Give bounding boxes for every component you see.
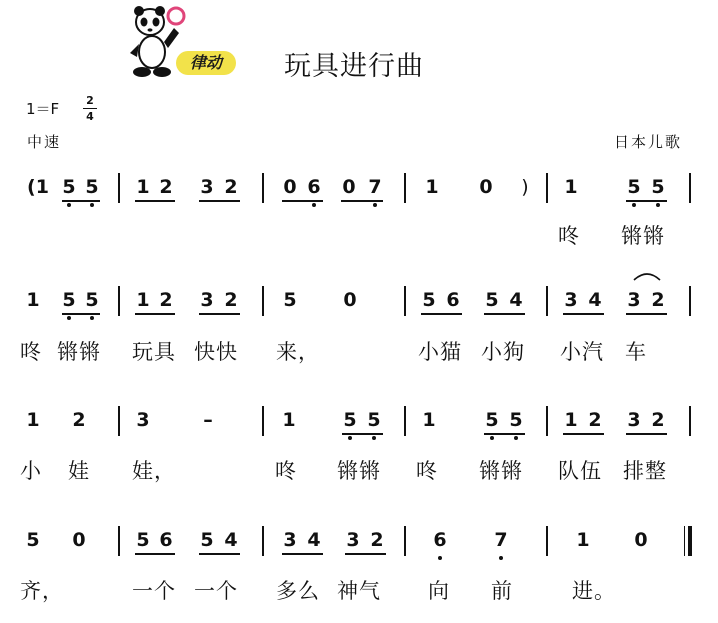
lyric-word: 锵锵 <box>57 340 101 364</box>
note: 0 <box>343 289 357 311</box>
lyric-line-1 <box>0 220 718 268</box>
lyric-word: 小猫 <box>418 340 462 364</box>
beam <box>484 313 525 315</box>
note: 5 <box>283 289 297 311</box>
note: 5 <box>651 173 665 201</box>
beam <box>199 553 240 555</box>
tempo-marking: 中速 <box>27 133 62 151</box>
beam <box>62 313 100 315</box>
note: 0 <box>634 529 648 551</box>
note: 5 <box>85 173 99 201</box>
score-line-3 <box>0 406 718 454</box>
note: 0 <box>283 176 297 198</box>
lyric-word: 一个 <box>132 579 176 603</box>
note: 1 <box>564 176 578 198</box>
meter-top: 2 <box>86 94 94 107</box>
meter-bottom: 4 <box>86 110 94 123</box>
bar-line <box>689 406 691 436</box>
bar-line <box>689 286 691 316</box>
note: 4 <box>224 529 238 551</box>
note-dash: – <box>203 409 213 431</box>
note: 2 <box>224 289 238 311</box>
beam <box>135 200 175 202</box>
beam <box>341 200 383 202</box>
beam <box>342 433 383 435</box>
note: 1 <box>564 409 578 431</box>
lyric-word: 玩具 <box>132 340 176 364</box>
note: 2 <box>224 176 238 198</box>
final-bar-line <box>688 526 692 556</box>
note: 1 <box>136 176 150 198</box>
bar-line <box>404 286 406 316</box>
lyric-word: 娃 <box>68 459 90 483</box>
note: 2 <box>159 176 173 198</box>
lyric-word: 咚 <box>558 224 580 248</box>
note: 5 <box>136 529 150 551</box>
lyric-word: 进。 <box>572 579 616 603</box>
bar-line <box>262 406 264 436</box>
lyric-word: 齐， <box>20 579 64 603</box>
beam <box>62 200 100 202</box>
lyric-word: 神气 <box>337 579 381 603</box>
score-line-2 <box>0 286 718 334</box>
note: 1 <box>26 409 40 431</box>
note: 3 <box>136 409 150 431</box>
note: 3 <box>346 529 360 551</box>
note: 1 <box>576 529 590 551</box>
note: 3 <box>627 289 641 311</box>
note: 5 <box>485 406 499 434</box>
lyric-word: 小狗 <box>481 340 525 364</box>
note: 5 <box>26 529 40 551</box>
note: 2 <box>651 289 665 311</box>
lyric-word: 咚 <box>416 459 438 483</box>
note: 0 <box>479 176 493 198</box>
note: 1 <box>26 289 40 311</box>
bar-line <box>546 173 548 203</box>
beam <box>135 313 175 315</box>
lyric-word: 车 <box>625 340 647 364</box>
note: 5 <box>367 406 381 434</box>
bar-line <box>262 286 264 316</box>
beam <box>484 433 525 435</box>
bar-line <box>404 406 406 436</box>
note: 5 <box>343 406 357 434</box>
lyric-word: 向 <box>428 579 450 603</box>
beam <box>563 313 604 315</box>
note: 0 <box>72 529 86 551</box>
note: 4 <box>307 529 321 551</box>
bar-line <box>546 286 548 316</box>
lyric-word: 一个 <box>194 579 238 603</box>
bar-line <box>546 526 548 556</box>
beam <box>626 200 667 202</box>
lyric-word: 前 <box>491 579 513 603</box>
bar-line <box>118 286 120 316</box>
note: 3 <box>283 529 297 551</box>
note: 2 <box>159 289 173 311</box>
note: 5 <box>485 289 499 311</box>
lyric-word: 锵锵 <box>621 224 665 248</box>
lyric-line-4 <box>0 575 718 623</box>
note: 0 <box>342 176 356 198</box>
note: 4 <box>588 289 602 311</box>
beam <box>135 553 175 555</box>
note: 6 <box>307 173 321 201</box>
beam <box>199 313 240 315</box>
bar-line <box>689 173 691 203</box>
note: 5 <box>509 406 523 434</box>
meter-divider <box>83 108 97 109</box>
badge-label: 律动 <box>176 51 236 75</box>
time-signature <box>83 94 97 123</box>
bar-line <box>404 526 406 556</box>
slur-mark <box>632 270 662 282</box>
score-line-4 <box>0 526 718 574</box>
lyric-word: 队伍 <box>558 459 602 483</box>
beam <box>563 433 604 435</box>
bar-line <box>118 526 120 556</box>
note: 5 <box>200 529 214 551</box>
note: 3 <box>200 176 214 198</box>
note: 5 <box>62 286 76 314</box>
note: 3 <box>200 289 214 311</box>
lyric-word: 小汽 <box>560 340 604 364</box>
note: 5 <box>422 289 436 311</box>
beam <box>282 200 323 202</box>
beam <box>421 313 462 315</box>
lyric-line-3 <box>0 455 718 503</box>
lyric-line-2 <box>0 336 718 384</box>
beam <box>626 433 667 435</box>
song-source: 日本儿歌 <box>614 133 683 151</box>
bar-line <box>262 173 264 203</box>
bar-line <box>546 406 548 436</box>
bar-line <box>118 173 120 203</box>
final-bar-line <box>684 526 685 556</box>
note: 2 <box>72 409 86 431</box>
note: 6 <box>159 529 173 551</box>
score-line-1 <box>0 173 718 221</box>
lyric-word: 小 <box>20 459 42 483</box>
song-title: 玩具进行曲 <box>284 51 424 82</box>
note: 5 <box>62 173 76 201</box>
note: 7 <box>368 173 382 201</box>
note: 6 <box>446 289 460 311</box>
beam <box>199 200 240 202</box>
note: 7 <box>494 526 508 554</box>
beam <box>282 553 323 555</box>
beam <box>345 553 386 555</box>
lyric-word: 多么 <box>276 579 320 603</box>
bar-line <box>262 526 264 556</box>
lyric-word: 来， <box>276 340 320 364</box>
beam <box>626 313 667 315</box>
note: 3 <box>627 409 641 431</box>
note: 5 <box>85 286 99 314</box>
note: 1 <box>282 409 296 431</box>
note: (1 <box>27 176 49 198</box>
bar-line <box>404 173 406 203</box>
note: 5 <box>627 173 641 201</box>
lyric-word: 锵锵 <box>337 459 381 483</box>
lyric-word: 排整 <box>623 459 667 483</box>
key-signature: 1＝F <box>26 100 60 118</box>
bar-line <box>118 406 120 436</box>
note: 1 <box>425 176 439 198</box>
note: 3 <box>564 289 578 311</box>
note: 2 <box>588 409 602 431</box>
lyric-word: 锵锵 <box>479 459 523 483</box>
note: 1 <box>422 409 436 431</box>
note: 2 <box>370 529 384 551</box>
lyric-word: 快快 <box>194 340 238 364</box>
note: 4 <box>509 289 523 311</box>
lyric-word: 娃， <box>132 459 176 483</box>
lyric-word: 咚 <box>20 340 42 364</box>
paren-close: ) <box>521 176 529 198</box>
note: 2 <box>651 409 665 431</box>
note: 1 <box>136 289 150 311</box>
note: 6 <box>433 526 447 554</box>
lyric-word: 咚 <box>275 459 297 483</box>
